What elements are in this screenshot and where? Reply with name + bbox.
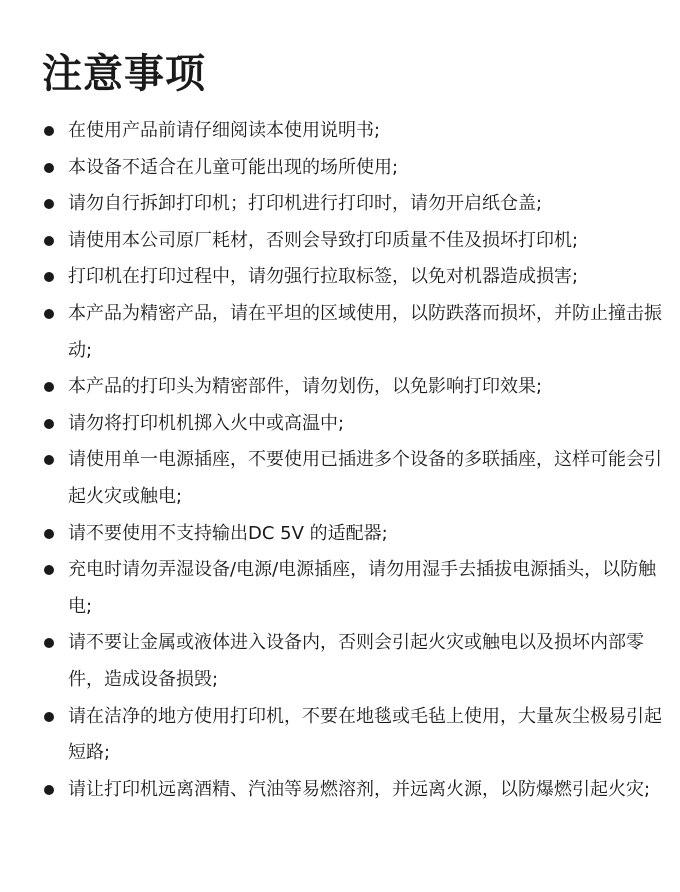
list-item: [44, 369, 664, 406]
list-item-text: 请使用本公司原厂耗材，否则会导致打印质量不佳及损坏打印机;: [68, 229, 579, 251]
list-item: [44, 552, 664, 625]
list-item-text: 请勿自行拆卸打印机；打印机进行打印时，请勿开启纸仓盖;: [68, 193, 543, 215]
bullet-icon: [44, 529, 54, 539]
list-item-text: 打印机在打印过程中，请勿强行拉取标签，以免对机器造成损害;: [68, 266, 579, 288]
bullet-icon: [44, 163, 54, 173]
list-item: [44, 442, 664, 515]
list-item: [44, 150, 664, 187]
list-item: [44, 516, 664, 553]
bullet-icon: [44, 382, 54, 392]
list-item-text: 本产品为精密产品，请在平坦的区域使用，以防跌落而损坏，并防止撞击振动;: [68, 302, 662, 361]
bullet-icon: [44, 785, 54, 795]
bullet-icon: [44, 455, 54, 465]
page-title: 注意事项: [42, 51, 206, 97]
bullet-icon: [44, 236, 54, 246]
notice-list: [44, 113, 664, 808]
list-item-text: 本设备不适合在儿童可能出现的场所使用;: [68, 156, 399, 178]
bullet-icon: [44, 272, 54, 282]
list-item: [44, 259, 664, 296]
list-item: [44, 296, 664, 369]
list-item-text: 请勿将打印机机掷入火中或高温中;: [68, 412, 345, 434]
list-item: [44, 625, 664, 698]
list-item: [44, 223, 664, 260]
list-item: [44, 406, 664, 443]
bullet-icon: [44, 419, 54, 429]
bullet-icon: [44, 712, 54, 722]
list-item-text: 本产品的打印头为精密部件，请勿划伤，以免影响打印效果;: [68, 376, 543, 398]
list-item-text: 请不要让金属或液体进入设备内，否则会引起火灾或触电以及损坏内部零件，造成设备损毁;: [68, 632, 644, 690]
bullet-icon: [44, 565, 54, 575]
list-item: [44, 772, 664, 809]
list-item: [44, 699, 664, 772]
list-item-text: 请使用单一电源插座，不要使用已插进多个设备的多联插座，这样可能会引起火灾或触电;: [68, 449, 662, 507]
list-item: [44, 113, 664, 150]
list-item-text: 请在洁净的地方使用打印机，不要在地毯或毛毡上使用，大量灰尘极易引起短路;: [68, 705, 662, 764]
bullet-icon: [44, 199, 54, 209]
bullet-icon: [44, 309, 54, 319]
list-item-text: 充电时请勿弄湿设备/电源/电源插座，请勿用湿手去插拔电源插头，以防触电;: [68, 559, 657, 617]
bullet-icon: [44, 638, 54, 648]
list-item-text: 请让打印机远离酒精、汽油等易燃溶剂，并远离火源，以防爆燃引起火灾;: [68, 778, 651, 800]
list-item: [44, 186, 664, 223]
list-item-text: 在使用产品前请仔细阅读本使用说明书;: [68, 120, 381, 141]
list-item-text: 请不要使用不支持输出DC 5V 的适配器;: [68, 522, 388, 544]
bullet-icon: [44, 126, 54, 136]
